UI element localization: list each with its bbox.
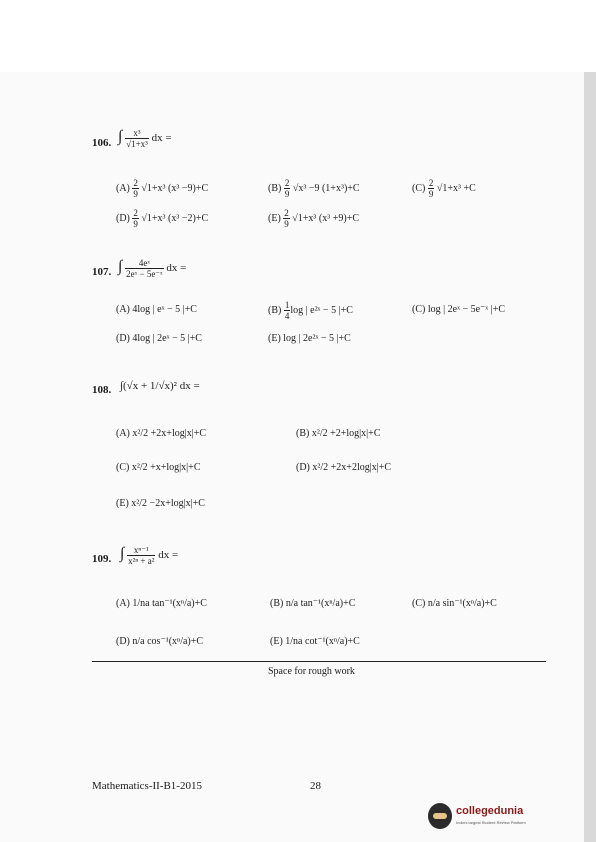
option-a[interactable]: (A) $\frac{2}{9}$ √1+x³ (x³ −9)+C — [116, 178, 209, 199]
option-a[interactable]: (A) 4log | eˣ − 5 |+C — [116, 304, 197, 315]
question-stem: ∫ $\frac{\text{xⁿ⁻¹}}{\text{x²ⁿ + a²}}$ dx = — [120, 545, 179, 566]
option-c[interactable]: (C) $\frac{2}{9}$ √1+x³ +C — [412, 178, 476, 199]
question-number: 109. — [92, 553, 112, 565]
option-a[interactable]: (A) x²/2 +2x+log|x|+C — [116, 428, 207, 439]
option-c[interactable]: (C) x²/2 +x+log|x|+C — [116, 462, 201, 473]
question-number: 108. — [92, 384, 112, 396]
stem-denominator: x²ⁿ + a² — [128, 556, 155, 566]
logo-name: collegedunia — [456, 805, 524, 817]
footer-subject: Mathematics-II-B1-2015 — [92, 780, 202, 792]
option-e[interactable]: (E) 1/na cot⁻¹(xⁿ/a)+C — [270, 636, 360, 647]
stem-numerator: xⁿ⁻¹ — [127, 545, 155, 556]
top-margin — [0, 0, 596, 72]
option-b[interactable]: (B) $\frac{1}{4}$ log | e²ˣ − 5 |+C — [268, 300, 353, 321]
stem-tail: dx = — [158, 549, 179, 562]
mascot-icon — [428, 803, 452, 829]
option-d[interactable]: (D) 4log | 2eˣ − 5 |+C — [116, 333, 202, 344]
option-b[interactable]: (B) $\frac{2}{9}$ √x³ −9 (1+x³)+C — [268, 178, 360, 199]
question-number: 106. — [92, 137, 112, 149]
option-d[interactable]: (D) x²/2 +2x+2log|x|+C — [296, 462, 392, 473]
collegedunia-logo — [428, 803, 548, 833]
option-d[interactable]: (D) n/a cos⁻¹(xⁿ/a)+C — [116, 636, 204, 647]
page-number: 28 — [310, 780, 321, 792]
question-stem: ∫ $\frac{\text{4eˣ}}{\text{2eˣ − 5e⁻ˣ}}$ dx = — [118, 258, 187, 279]
stem-tail: dx = — [151, 132, 172, 145]
logo-tagline: India's largest Student Review Platform — [456, 820, 526, 825]
stem-numerator: 4eˣ — [125, 258, 164, 269]
question-number: 107. — [92, 266, 112, 278]
divider-line — [92, 661, 546, 662]
option-b[interactable]: (B) x²/2 +2+log|x|+C — [296, 428, 381, 439]
option-a[interactable]: (A) 1/na tan⁻¹(xⁿ/a)+C — [116, 598, 207, 609]
stem-tail: dx = — [166, 262, 187, 275]
stem-denominator: √1+x³ — [126, 139, 148, 149]
option-b[interactable]: (B) n/a tan⁻¹(xⁿ/a)+C — [270, 598, 356, 609]
option-c[interactable]: (C) n/a sin⁻¹(xⁿ/a)+C — [412, 598, 497, 609]
question-stem: ∫(√x + 1/√x)² dx = — [120, 380, 200, 392]
option-e[interactable]: (E) $\frac{2}{9}$ √1+x³ (x³ +9)+C — [268, 208, 360, 229]
option-e[interactable]: (E) log | 2e²ˣ − 5 |+C — [268, 333, 351, 344]
question-stem: ∫ $\frac{\text{x³}}{\text{√1+x³}}$ dx = — [118, 128, 172, 149]
option-d[interactable]: (D) $\frac{2}{9}$ √1+x³ (x³ −2)+C — [116, 208, 209, 229]
option-c[interactable]: (C) log | 2eˣ − 5e⁻ˣ |+C — [412, 304, 506, 315]
stem-numerator: x³ — [125, 128, 149, 139]
option-e[interactable]: (E) x²/2 −2x+log|x|+C — [116, 498, 205, 509]
stem-denominator: 2eˣ − 5e⁻ˣ — [126, 269, 163, 279]
rough-work-label: Space for rough work — [268, 666, 355, 677]
